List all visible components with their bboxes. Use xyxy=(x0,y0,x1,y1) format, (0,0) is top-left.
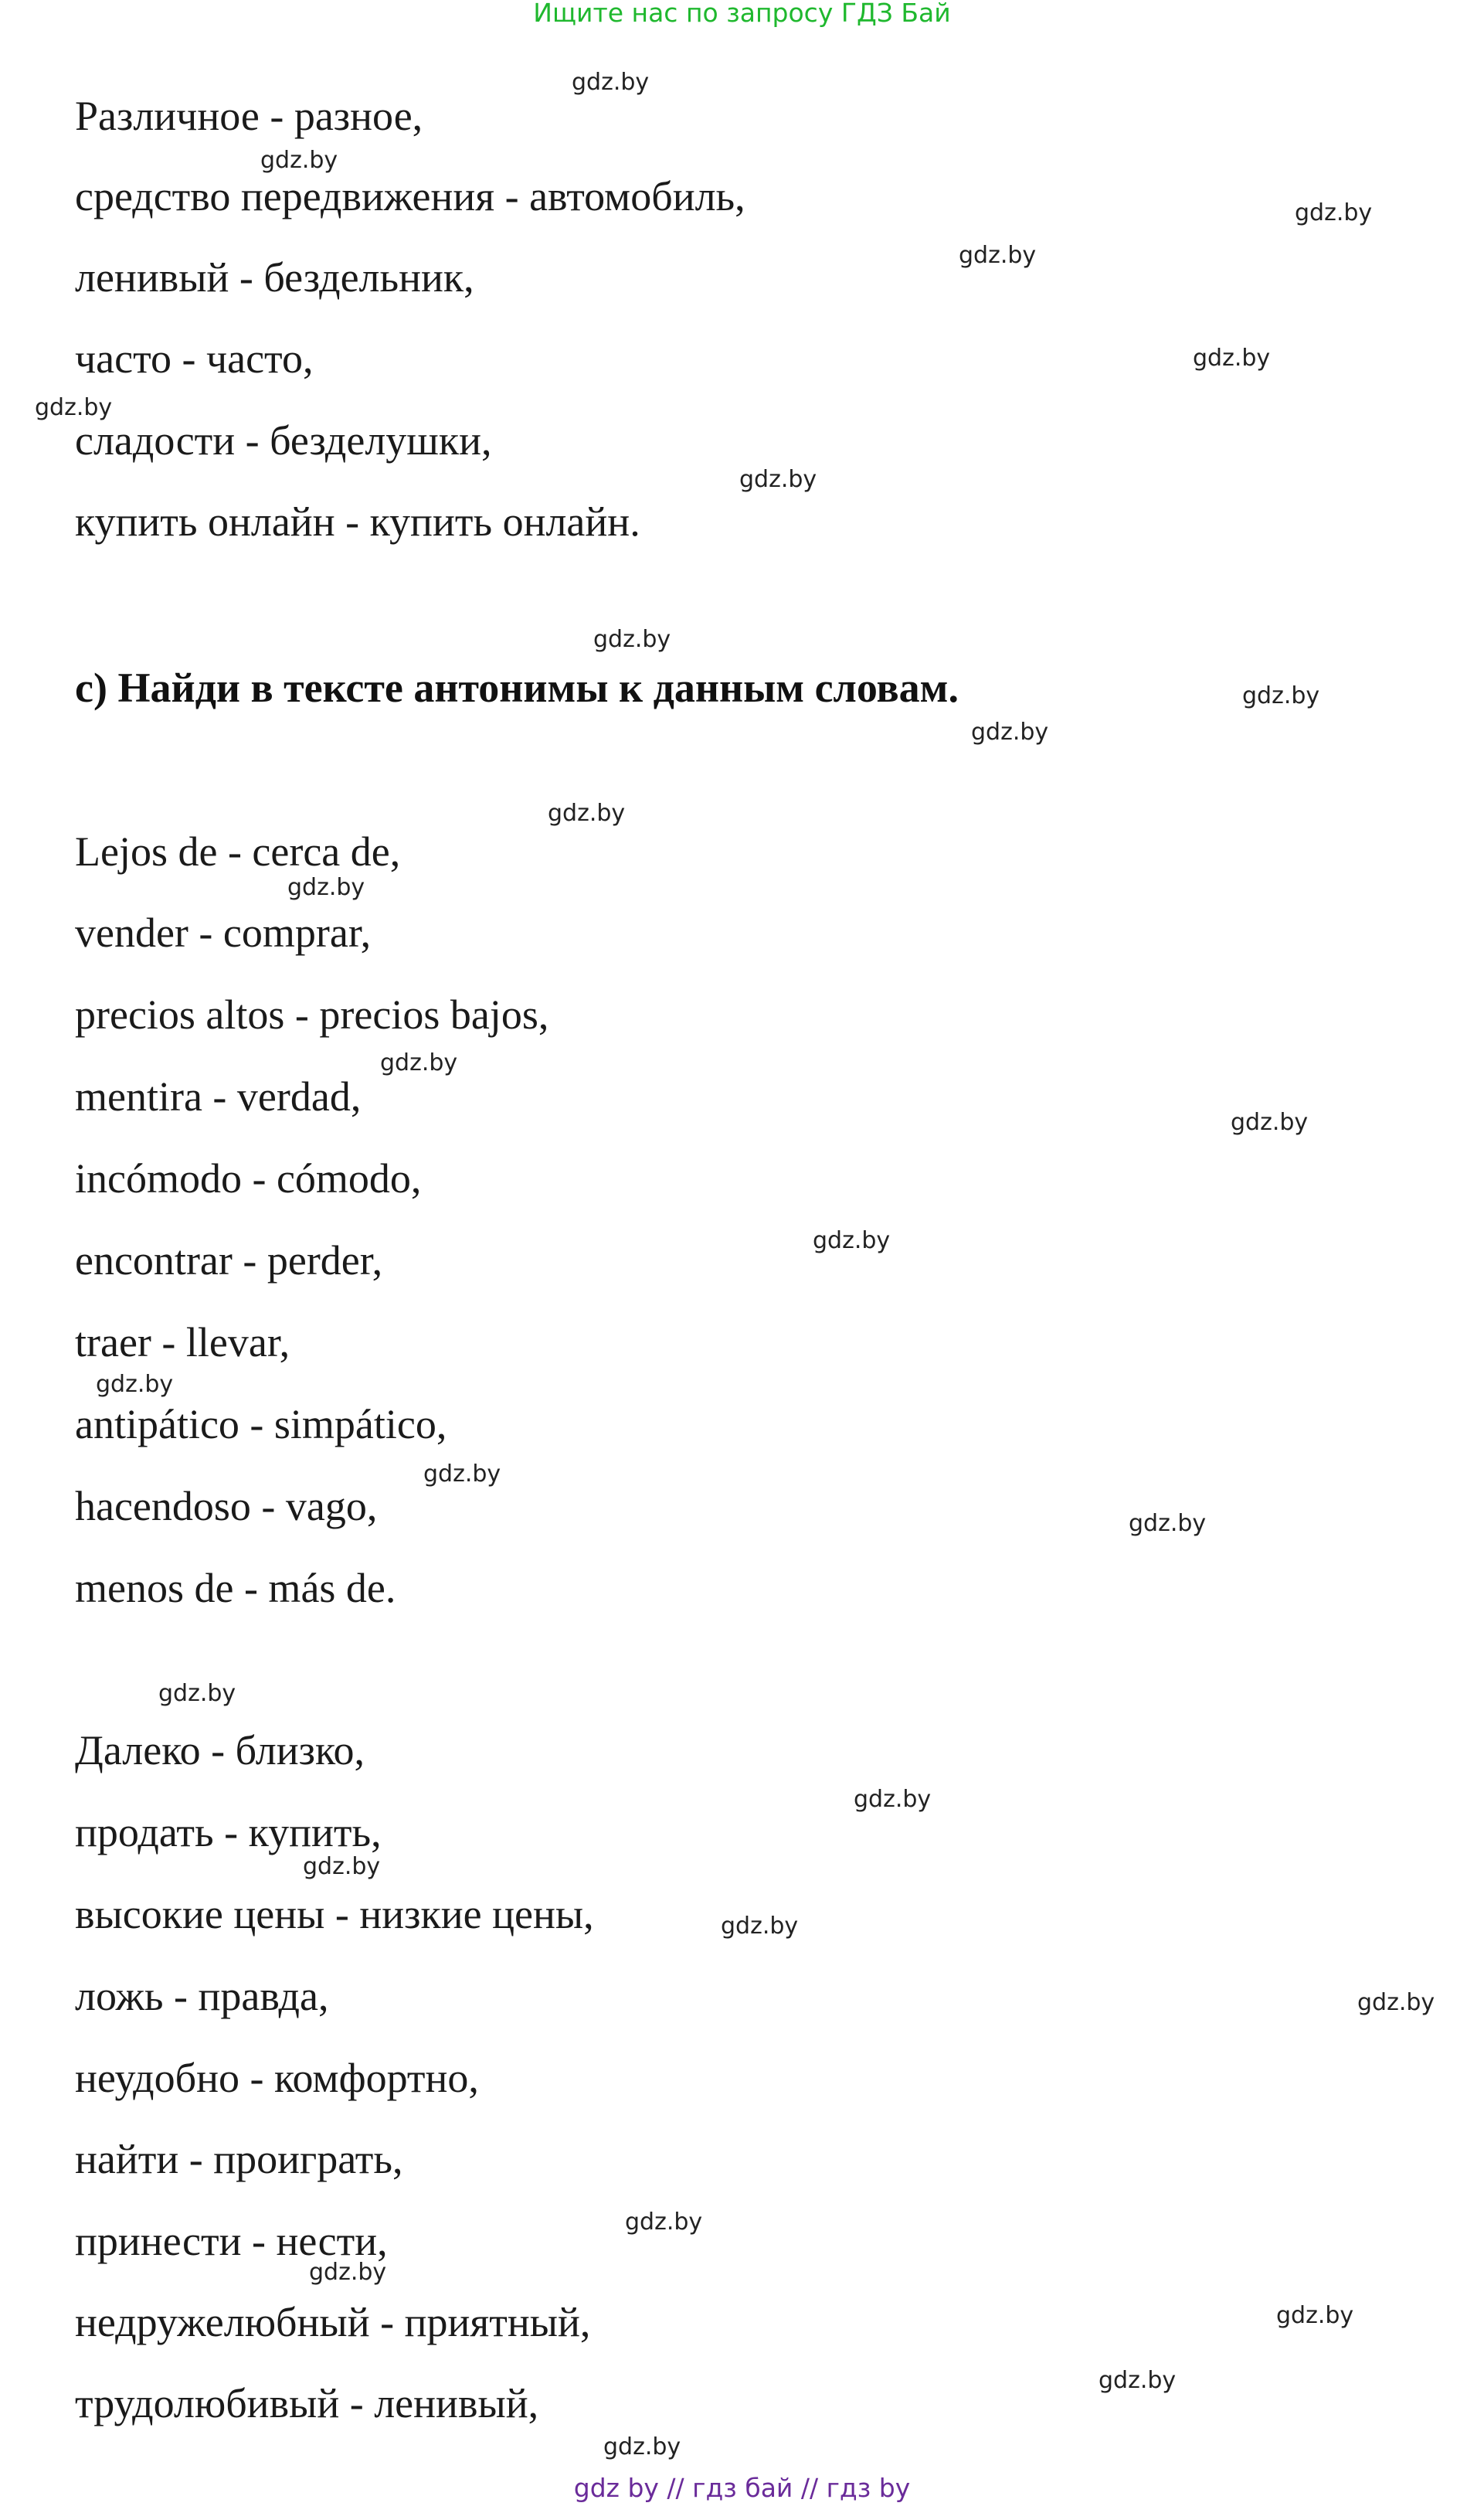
antonym-es-line: antipático - simpático, xyxy=(75,1401,447,1447)
watermark: gdz.by xyxy=(35,394,113,421)
watermark: gdz.by xyxy=(260,147,338,174)
watermark: gdz.by xyxy=(1276,2302,1354,2329)
watermark: gdz.by xyxy=(625,2209,703,2236)
task-heading: c) Найди в тексте антонимы к данным словам. xyxy=(75,665,959,711)
antonym-es-line: encontrar - perder, xyxy=(75,1237,383,1284)
watermark: gdz.by xyxy=(309,2259,387,2286)
watermark: gdz.by xyxy=(1193,345,1271,372)
synonym-line: средство передвижения - автомобиль, xyxy=(75,173,745,219)
synonym-line: Различное - разное, xyxy=(75,93,423,139)
watermark: gdz.by xyxy=(548,800,626,827)
antonym-ru-line: высокие цены - низкие цены, xyxy=(75,1891,594,1937)
watermark: gdz.by xyxy=(158,1680,236,1707)
watermark: gdz.by xyxy=(959,242,1037,269)
watermark: gdz.by xyxy=(1295,199,1373,226)
antonym-ru-line: недружелюбный - приятный, xyxy=(75,2299,591,2345)
watermark: gdz.by xyxy=(739,466,817,493)
watermark: gdz.by xyxy=(603,2433,681,2460)
footer-links[interactable]: gdz by // гдз бай // гдз by xyxy=(573,2473,911,2503)
synonym-line: купить онлайн - купить онлайн. xyxy=(75,498,640,545)
watermark: gdz.by xyxy=(1357,1989,1435,2016)
antonym-ru-line: трудолюбивый - ленивый, xyxy=(75,2380,539,2426)
antonym-es-line: menos de - más de. xyxy=(75,1565,396,1611)
antonym-ru-line: неудобно - комфортно, xyxy=(75,2055,479,2101)
antonym-ru-line: Далеко - близко, xyxy=(75,1727,365,1773)
synonym-line: ленивый - бездельник, xyxy=(75,254,474,301)
synonym-line: часто - часто, xyxy=(75,335,314,382)
watermark: gdz.by xyxy=(303,1853,381,1880)
watermark: gdz.by xyxy=(287,874,365,901)
antonym-es-line: traer - llevar, xyxy=(75,1319,290,1365)
watermark: gdz.by xyxy=(721,1913,799,1940)
watermark: gdz.by xyxy=(1099,2367,1177,2394)
antonym-ru-line: ложь - правда, xyxy=(75,1973,329,2019)
antonym-es-line: vender - comprar, xyxy=(75,910,372,956)
antonym-ru-line: принести - нести, xyxy=(75,2218,388,2264)
watermark: gdz.by xyxy=(593,626,671,653)
antonym-es-line: Lejos de - cerca de, xyxy=(75,828,401,875)
watermark: gdz.by xyxy=(1242,682,1320,709)
watermark: gdz.by xyxy=(971,719,1049,746)
watermark: gdz.by xyxy=(96,1371,174,1398)
watermark: gdz.by xyxy=(423,1461,501,1488)
synonym-line: сладости - безделушки, xyxy=(75,417,492,464)
watermark: gdz.by xyxy=(813,1227,891,1254)
watermark: gdz.by xyxy=(854,1786,932,1813)
antonym-ru-line: найти - проиграть, xyxy=(75,2136,403,2182)
watermark: gdz.by xyxy=(1129,1510,1207,1537)
watermark: gdz.by xyxy=(380,1049,458,1076)
antonym-es-line: incómodo - cómodo, xyxy=(75,1155,422,1202)
antonym-es-line: mentira - verdad, xyxy=(75,1073,362,1120)
antonym-es-line: hacendoso - vago, xyxy=(75,1483,378,1529)
watermark: gdz.by xyxy=(1231,1109,1309,1136)
antonym-es-line: precios altos - precios bajos, xyxy=(75,991,549,1038)
watermark: gdz.by xyxy=(572,69,650,96)
antonym-ru-line: продать - купить, xyxy=(75,1809,382,1855)
top-banner[interactable]: Ищите нас по запросу ГДЗ Бай xyxy=(533,0,951,28)
